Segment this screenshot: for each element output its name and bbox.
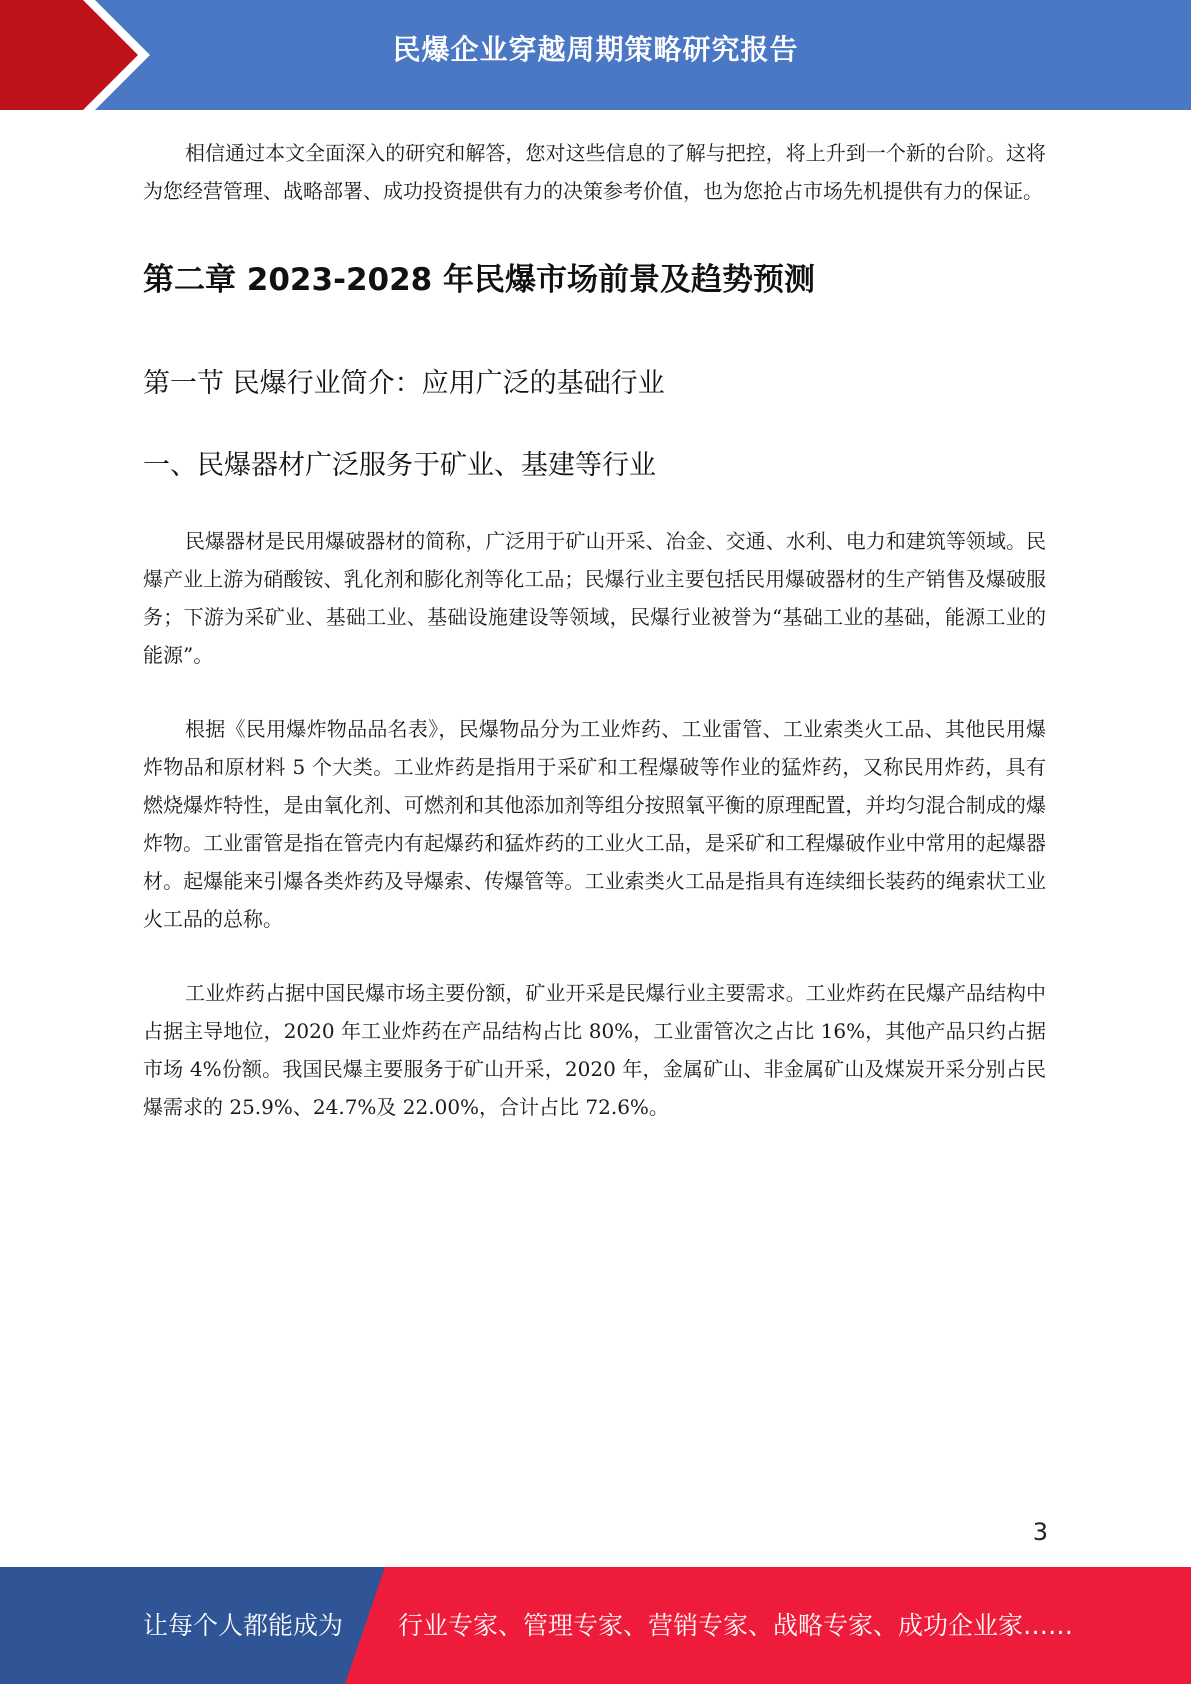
body-paragraph: 根据《民用爆炸物品品名表》，民爆物品分为工业炸药、工业雷管、工业索类火工品、其他民用爆炸物品和原材料 5 个大类。工业炸药是指用于采矿和工程爆破等作业的猛炸药，又称民用炸药，具有燃烧爆炸特性，是由氧化剂、可燃剂和其他添加剂等组分按照氧平衡的原理配置，并均匀混合制成的爆炸物。工业雷管是指在管壳内有起爆药和猛炸药的工业火工品，是采矿和工程爆破作业中常用的起爆器材。起爆能来引爆各类炸药及导爆索、传爆管等。工业索类火工品是指具有连续细长装药的绳索状工业火工品的总称。 (143, 717, 1046, 931)
footer-slogan-right: 行业专家、管理专家、营销专家、战略专家、成功企业家…… (398, 1611, 1074, 1640)
intro-paragraph: 相信通过本文全面深入的研究和解答，您对这些信息的了解与把控，将上升到一个新的台阶。这将为您经营管理、战略部署、成功投资提供有力的决策参考价值，也为您抢占市场先机提供有力的保证。 (143, 141, 1046, 203)
page-body (143, 130, 1046, 1126)
page-footer (0, 1567, 1191, 1684)
subsection-title: 一、民爆器材广泛服务于矿业、基建等行业 (143, 450, 656, 481)
body-paragraph: 工业炸药占据中国民爆市场主要份额，矿业开采是民爆行业主要需求。工业炸药在民爆产品结构中占据主导地位，2020 年工业炸药在产品结构占比 80%，工业雷管次之占比 16%，其他产品只约占据市场 4%份额。我国民爆主要服务于矿山开采，2020 年，金属矿山、非金属矿山及煤炭开采分别占民爆需求的 25.9%、24.7%及 22.00%，合计占比 72.6%。 (143, 981, 1046, 1119)
body-paragraph: 民爆器材是民用爆破器材的简称，广泛用于矿山开采、冶金、交通、水利、电力和建筑等领域。民爆产业上游为硝酸铵、乳化剂和膨化剂等化工品；民爆行业主要包括民用爆破器材的生产销售及爆破服务；下游为采矿业、基础工业、基础设施建设等领域，民爆行业被誉为“基础工业的基础，能源工业的能源”。 (143, 529, 1046, 667)
page-header (0, 0, 1191, 110)
page-number: 3 (1032, 1518, 1048, 1546)
chapter-title: 第二章 2023-2028 年民爆市场前景及趋势预测 (143, 262, 816, 298)
footer-slogan-left: 让每个人都能成为 (143, 1611, 344, 1640)
report-title: 民爆企业穿越周期策略研究报告 (392, 33, 799, 66)
section-title: 第一节 民爆行业简介：应用广泛的基础行业 (143, 368, 665, 399)
